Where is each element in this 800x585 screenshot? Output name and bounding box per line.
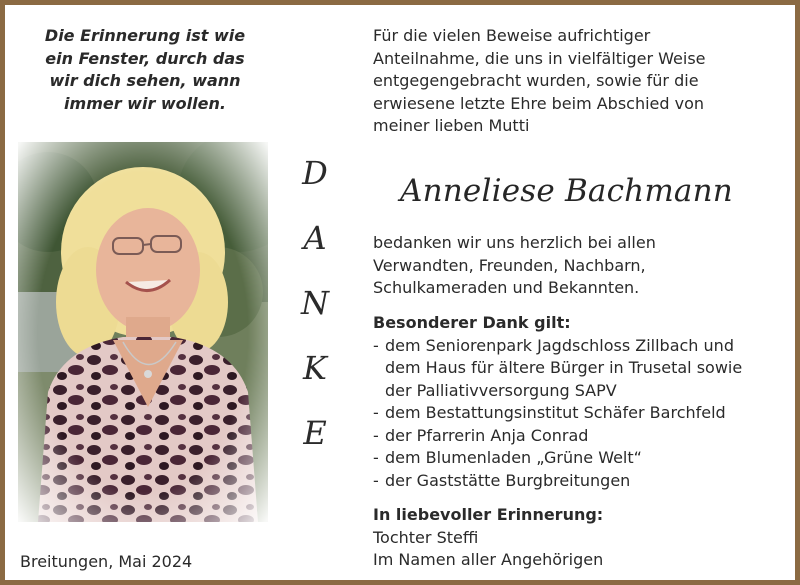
item-line: dem Blumenladen „Grüne Welt“ [385,448,642,467]
portrait-illustration [18,142,268,522]
special-thanks-item [373,335,793,403]
intro-line: meiner lieben Mutti [373,116,530,135]
thanks-paragraph [373,232,793,300]
memory-heading: In liebevoller Erinnerung: [373,505,604,524]
portrait-photo [18,142,268,522]
list-dash: - [373,403,379,422]
danke-letter: D [302,154,328,192]
thanks-line: bedanken wir uns herzlich bei allen [373,233,656,252]
intro-paragraph [373,25,793,138]
item-line: dem Haus für ältere Bürger in Trusetal sowie [385,358,743,377]
danke-letter: A [303,219,327,257]
signature-line: Tochter Steffi [373,527,479,547]
special-thanks-item [373,402,793,425]
intro-line: entgegengebracht wurden, sowie für die [373,71,699,90]
list-dash: - [373,470,379,490]
danke-letter: N [301,284,329,322]
intro-line: erwiesene letzte Ehre beim Abschied von [373,93,705,113]
quote-line: ein Fenster, durch das [45,48,245,68]
item-line: der Gaststätte Burgbreitungen [385,470,631,490]
thanks-line: Schulkameraden und Bekannten. [373,278,640,297]
item-line: dem Bestattungsinstitut Schäfer Barchfeld [385,403,726,422]
list-dash: - [373,335,379,355]
list-dash: - [373,425,379,445]
deceased-name: Anneliese Bachmann [400,173,733,209]
memorial-quote [20,25,270,115]
quote-line: wir dich sehen, wann [49,71,241,90]
special-thanks-item [373,425,793,448]
special-thanks-item [373,447,793,470]
quote-line: immer wir wollen. [64,93,226,113]
memory-signature [373,504,793,572]
quote-line: Die Erinnerung ist wie [44,26,246,45]
danke-vertical-word [280,141,350,466]
special-thanks-heading: Besonderer Dank gilt: [373,313,571,332]
intro-line: Für die vielen Beweise aufrichtiger [373,26,651,45]
special-thanks-item [373,470,793,493]
danke-letter: E [303,414,327,452]
item-line: der Palliativversorgung SAPV [385,380,617,400]
special-thanks-section [373,312,793,492]
intro-line: Anteilnahme, die uns in vielfältiger Weise [373,48,706,68]
danke-letter: K [303,349,327,387]
thanks-line: Verwandten, Freunden, Nachbarn, [373,255,646,275]
place-and-date: Breitungen, Mai 2024 [20,552,193,571]
item-line: dem Seniorenpark Jagdschloss Zillbach und [385,335,734,355]
list-dash: - [373,448,379,467]
signature-line: Im Namen aller Angehörigen [373,550,604,569]
item-line: der Pfarrerin Anja Conrad [385,425,589,445]
